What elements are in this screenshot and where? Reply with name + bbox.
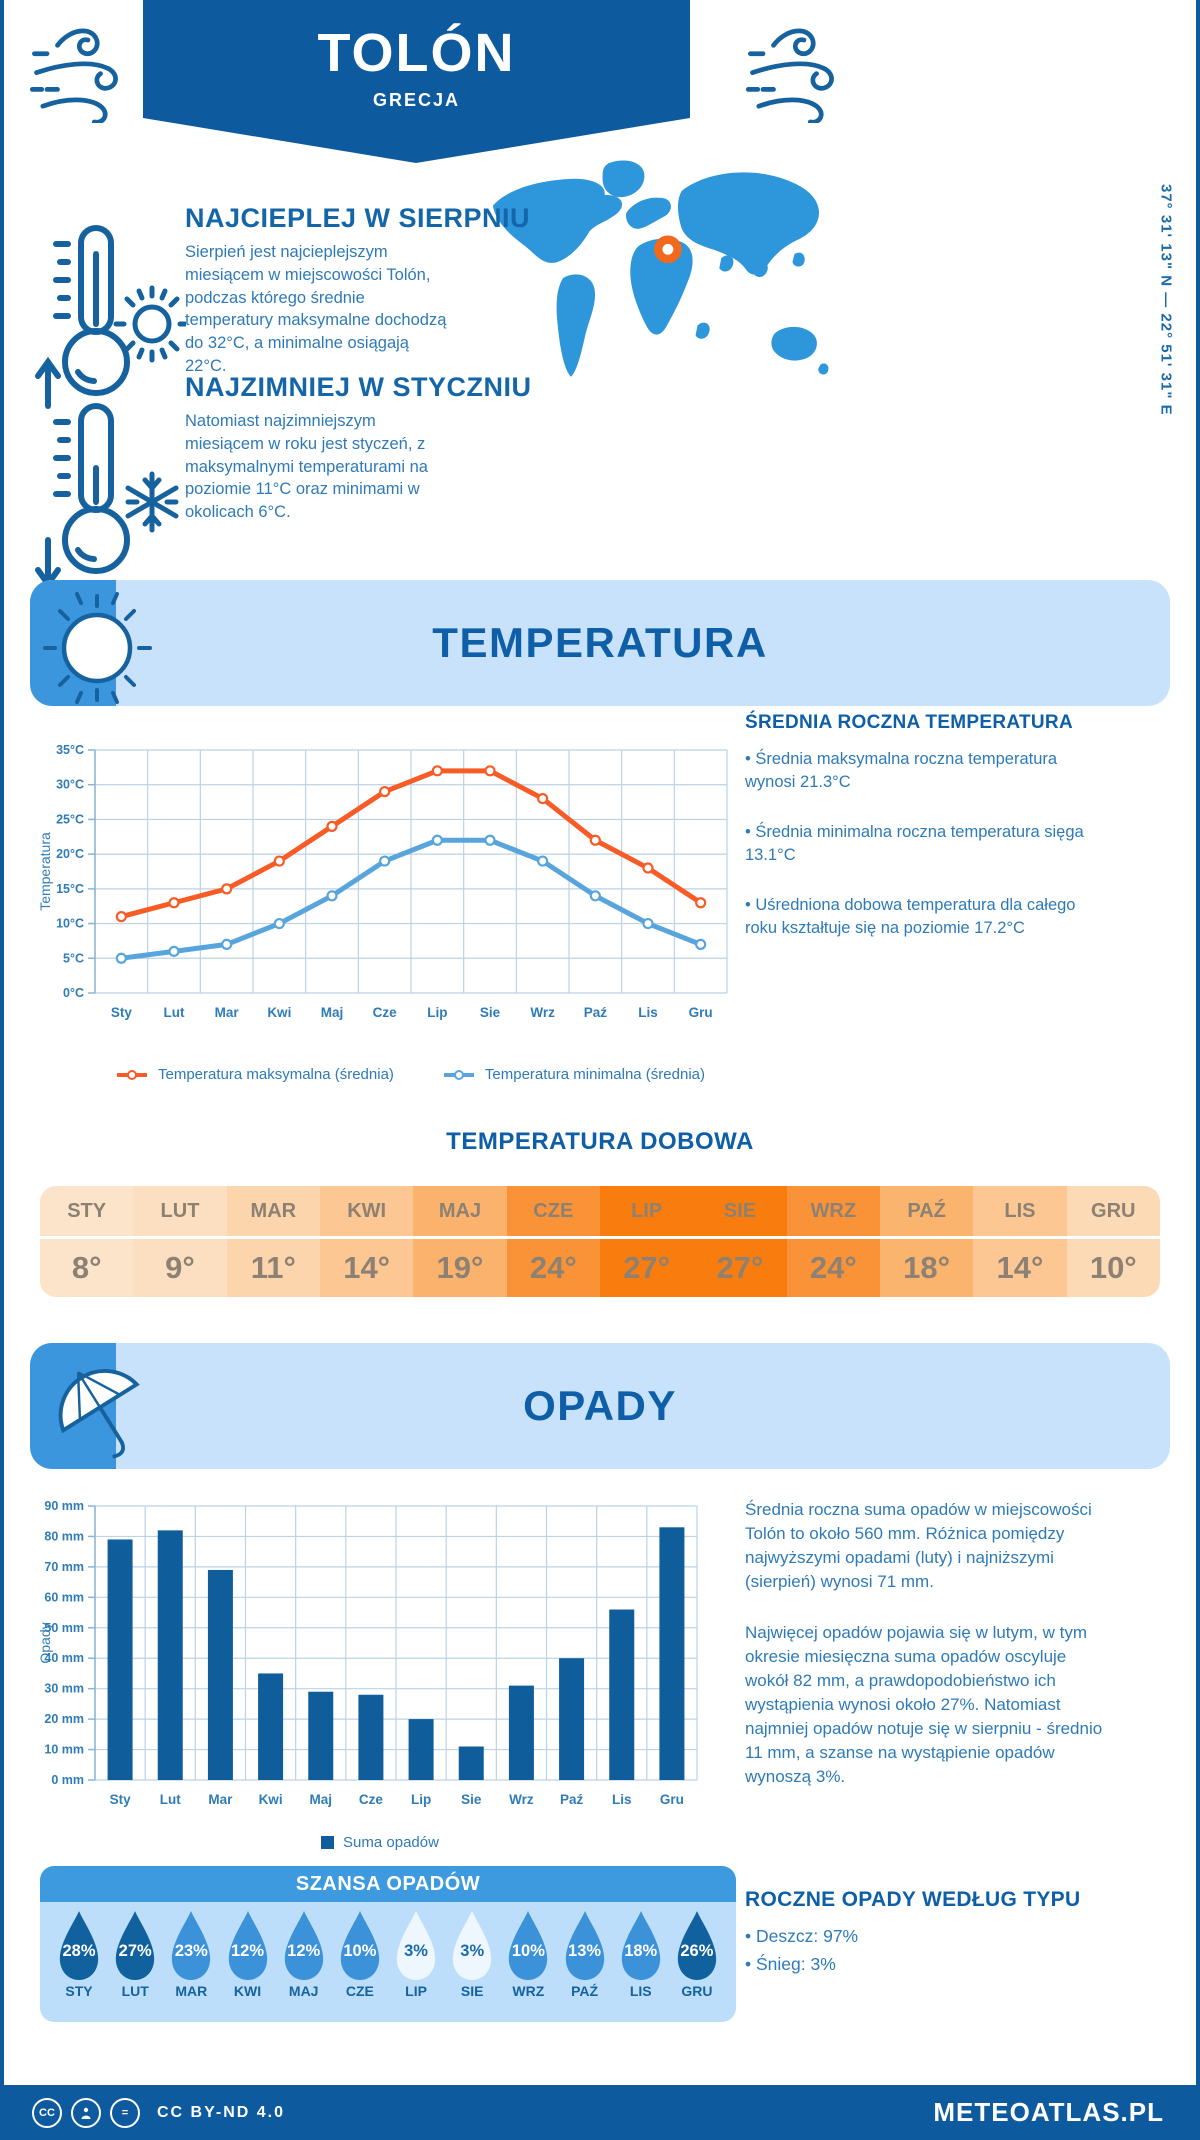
- precipitation-paragraph: Średnia roczna suma opadów w miejscowości Tolón to około 560 mm. Różnica pomiędzy najwyższymi opadami (luty) i najniższymi (sierpień) wynosi 71 mm.: [745, 1500, 1092, 1592]
- chance-value: 23%: [174, 1942, 208, 1960]
- month-header: LIS: [973, 1186, 1066, 1239]
- chance-droplet-MAJ: [277, 1902, 331, 2022]
- precipitation-type-bullet: • Śnieg: 3%: [745, 1954, 836, 1974]
- daily-temperature-value: 14°: [996, 1250, 1044, 1285]
- month-header: LIP: [600, 1186, 693, 1239]
- month-header: MAJ: [413, 1186, 506, 1239]
- month-header: SIE: [693, 1186, 786, 1239]
- thermometer-low-icon: [34, 398, 186, 594]
- chance-value: 3%: [404, 1942, 428, 1960]
- chance-month-label: LIP: [405, 1983, 427, 1999]
- svg-text:Sty: Sty: [110, 1005, 132, 1020]
- thermometer-high-icon: [34, 220, 186, 416]
- svg-text:Wrz: Wrz: [530, 1005, 555, 1020]
- temperature-banner: [30, 580, 1170, 706]
- svg-text:Gru: Gru: [659, 1792, 684, 1807]
- bar-Lis: [609, 1610, 634, 1780]
- precipitation-banner-title: OPADY: [523, 1382, 677, 1429]
- svg-text:Lis: Lis: [611, 1792, 632, 1807]
- svg-text:Gru: Gru: [688, 1005, 713, 1020]
- warmest-text: Sierpień jest najcieplejszym miesiącem w miejscowości Tolón, podczas którego średnie temperatury maksymalne dochodzą do 32°C, a minimalne osiągają 22°C.: [185, 243, 447, 375]
- svg-text:15°C: 15°C: [56, 881, 84, 896]
- month-column-LUT: [133, 1186, 226, 1297]
- daily-temperature-value: 24°: [809, 1250, 857, 1285]
- daily-temperature-title: TEMPERATURA DOBOWA: [446, 1128, 754, 1155]
- daily-temperature-table: [40, 1186, 1160, 1297]
- chance-value: 10%: [343, 1942, 377, 1960]
- svg-text:Lip: Lip: [410, 1792, 432, 1807]
- month-column-STY: [40, 1186, 133, 1297]
- svg-text:0°C: 0°C: [63, 986, 84, 1000]
- chance-droplet-MAR: [164, 1902, 218, 2022]
- chance-month-label: CZE: [345, 1983, 374, 1999]
- gridlines: [88, 750, 727, 993]
- chance-month-label: GRU: [681, 1983, 713, 1999]
- daily-temperature-value: 14°: [343, 1250, 391, 1285]
- chance-droplet-STY: [52, 1902, 106, 2022]
- bar-Lip: [409, 1719, 434, 1780]
- chance-droplet-SIE: [445, 1902, 499, 2022]
- chance-month-label: SIE: [460, 1983, 484, 1999]
- license-block: [32, 2098, 285, 2128]
- precipitation-chance-title: SZANSA OPADÓW: [40, 1866, 736, 1902]
- chance-value: 18%: [624, 1942, 658, 1960]
- chance-month-label: LIS: [629, 1983, 652, 1999]
- precipitation-banner: [30, 1343, 1170, 1469]
- chance-month-label: KWI: [233, 1983, 262, 1999]
- month-column-KWI: [320, 1186, 413, 1297]
- chance-droplet-PAŹ: [558, 1902, 612, 2022]
- chance-month-label: STY: [65, 1983, 93, 1999]
- svg-text:60 mm: 60 mm: [44, 1590, 84, 1605]
- precipitation-type-bullets: [745, 1922, 1109, 1978]
- site-name: METEOATLAS.PL: [933, 2097, 1164, 2127]
- bar-Sty: [108, 1539, 133, 1780]
- attribution-icon: [71, 2098, 101, 2128]
- chance-droplet-WRZ: [501, 1902, 555, 2022]
- page-title: TOLÓN: [317, 23, 516, 83]
- svg-text:Wrz: Wrz: [509, 1792, 534, 1807]
- svg-text:20 mm: 20 mm: [44, 1712, 84, 1727]
- svg-text:Kwi: Kwi: [258, 1792, 283, 1807]
- svg-text:0 mm: 0 mm: [51, 1773, 84, 1787]
- chance-month-label: MAJ: [288, 1983, 319, 1999]
- svg-text:Maj: Maj: [309, 1792, 333, 1807]
- svg-text:Maj: Maj: [320, 1005, 344, 1020]
- svg-text:Cze: Cze: [372, 1005, 397, 1020]
- svg-text:Temperatura: Temperatura: [37, 832, 53, 911]
- svg-text:35°C: 35°C: [56, 743, 84, 757]
- daily-temperature-value: 27°: [716, 1250, 764, 1285]
- month-column-SIE: [693, 1186, 786, 1297]
- world-map: [478, 150, 834, 400]
- chance-value: 12%: [287, 1942, 321, 1960]
- temperature-bullet: • Uśredniona dobowa temperatura dla całego roku kształtuje się na poziomie 17.2°C: [745, 895, 1076, 938]
- chance-value: 27%: [118, 1942, 152, 1960]
- svg-text:Mar: Mar: [208, 1792, 233, 1807]
- bar-Paź: [559, 1658, 584, 1780]
- precipitation-chance-box: [40, 1866, 736, 2022]
- temperature-banner-title: TEMPERATURA: [432, 619, 768, 666]
- daily-temperature-value: 8°: [71, 1250, 102, 1285]
- coldest-text: Natomiast najzimniejszym miesiącem w roku jest styczeń, z maksymalnymi temperaturami na poziomie 11°C oraz minimami w okolicach 6°C.: [185, 412, 428, 522]
- temperature-chart-legend: [40, 1066, 780, 1083]
- left-edge-rule: [0, 0, 4, 2140]
- month-header: STY: [40, 1186, 133, 1239]
- month-column-GRU: [1067, 1186, 1160, 1297]
- chance-month-label: MAR: [175, 1983, 208, 1999]
- legend-label: Temperatura maksymalna (średnia): [157, 1066, 394, 1083]
- svg-text:Paź: Paź: [583, 1005, 607, 1020]
- svg-text:Opady: Opady: [37, 1622, 53, 1664]
- legend-marker: [115, 1069, 149, 1081]
- bar-Gru: [659, 1527, 684, 1780]
- month-header: MAR: [227, 1186, 320, 1239]
- chance-droplet-LUT: [108, 1902, 162, 2022]
- svg-text:Sie: Sie: [479, 1005, 501, 1020]
- temperature-summary-bullets: [745, 748, 1109, 967]
- daily-temperature-value: 18°: [903, 1250, 951, 1285]
- temperature-bullet: • Średnia maksymalna roczna temperatura wynosi 21.3°C: [745, 750, 1058, 792]
- chance-value: 12%: [231, 1942, 265, 1960]
- precipitation-type-title: ROCZNE OPADY WEDŁUG TYPU: [745, 1888, 1081, 1911]
- svg-text:80 mm: 80 mm: [44, 1529, 84, 1544]
- license-label: CC BY-ND 4.0: [157, 2103, 286, 2121]
- daily-temperature-value: 19°: [436, 1250, 484, 1285]
- sun-icon: [116, 288, 185, 360]
- svg-text:30 mm: 30 mm: [44, 1681, 84, 1696]
- no-derivatives-icon: =: [110, 2098, 140, 2128]
- chance-value: 3%: [460, 1942, 485, 1960]
- svg-text:Lut: Lut: [159, 1792, 181, 1807]
- month-column-MAR: [227, 1186, 320, 1297]
- daily-temperature-value: 11°: [250, 1250, 296, 1285]
- svg-text:40 mm: 40 mm: [44, 1651, 84, 1666]
- month-column-CZE: [507, 1186, 600, 1297]
- precipitation-paragraph: Najwięcej opadów pojawia się w lutym, w tym okresie miesięczna suma opadów oscyluje wokół 82 mm, a prawdopodobieństwo ich wystąpienia wynosi około 27%. Natomiast najmniej opadów notuje się w sierpniu - średnio 11 mm, a szanse na wystąpienie opadów wynoszą 3%.: [745, 1622, 1103, 1787]
- precipitation-bar-chart: [35, 1488, 725, 1823]
- svg-text:Mar: Mar: [214, 1005, 239, 1020]
- month-column-MAJ: [413, 1186, 506, 1297]
- bar-Mar: [208, 1570, 233, 1780]
- legend-item: [115, 1066, 394, 1083]
- daily-temperature-value: 27°: [623, 1250, 671, 1285]
- svg-text:90 mm: 90 mm: [44, 1499, 84, 1513]
- month-column-LIS: [973, 1186, 1066, 1297]
- chance-value: 26%: [680, 1942, 714, 1960]
- svg-text:30°C: 30°C: [56, 777, 84, 792]
- svg-text:Cze: Cze: [358, 1792, 383, 1807]
- umbrella-icon: [42, 1350, 160, 1468]
- svg-text:50 mm: 50 mm: [44, 1620, 84, 1635]
- temperature-bullet: • Średnia minimalna roczna temperatura sięga 13.1°C: [745, 822, 1084, 865]
- wind-icon: [26, 18, 131, 123]
- chance-month-label: PAŹ: [571, 1983, 599, 1999]
- month-header: GRU: [1067, 1186, 1160, 1239]
- country-label: GRECJA: [372, 90, 460, 110]
- bar-Kwi: [258, 1673, 283, 1780]
- wind-icon: [742, 18, 847, 123]
- month-header: KWI: [320, 1186, 413, 1239]
- svg-text:25°C: 25°C: [56, 812, 84, 827]
- bar-Maj: [308, 1692, 333, 1780]
- chance-month-label: LUT: [121, 1983, 149, 1999]
- svg-text:Paź: Paź: [559, 1792, 584, 1807]
- precipitation-paragraphs: [745, 1498, 1109, 1815]
- legend-marker: [321, 1836, 334, 1849]
- chance-droplet-CZE: [333, 1902, 387, 2022]
- daily-temperature-value: 24°: [529, 1250, 577, 1285]
- precipitation-chance-droplets: [40, 1902, 736, 2022]
- legend-label: Temperatura minimalna (średnia): [484, 1066, 705, 1083]
- month-column-PAŹ: [880, 1186, 973, 1297]
- svg-text:Lut: Lut: [163, 1005, 185, 1020]
- warmest-title: NAJCIEPLEJ W SIERPNIU: [185, 203, 531, 233]
- month-header: LUT: [133, 1186, 226, 1239]
- svg-text:5°C: 5°C: [63, 951, 84, 966]
- snowflake-icon: [128, 474, 176, 530]
- svg-text:Lip: Lip: [427, 1005, 448, 1020]
- bar-Wrz: [509, 1686, 534, 1780]
- temperature-line-chart: [35, 735, 780, 1065]
- precipitation-type-bullet: • Deszcz: 97%: [745, 1926, 859, 1946]
- month-header: WRZ: [787, 1186, 880, 1239]
- svg-text:70 mm: 70 mm: [44, 1559, 84, 1574]
- legend-label: Suma opadów: [343, 1834, 439, 1851]
- location-marker: [654, 235, 682, 263]
- svg-text:Sie: Sie: [461, 1792, 482, 1807]
- chance-month-label: WRZ: [512, 1983, 545, 1999]
- svg-text:10°C: 10°C: [56, 916, 84, 931]
- svg-text:Lis: Lis: [638, 1005, 658, 1020]
- chance-value: 10%: [511, 1942, 545, 1960]
- coordinates-label: 37° 31' 13" N — 22° 51' 31" E: [1157, 184, 1175, 416]
- chance-droplet-GRU: [670, 1902, 724, 2022]
- daily-temperature-value: 9°: [165, 1250, 195, 1285]
- sun-icon: [40, 588, 158, 706]
- bar-Sie: [459, 1747, 484, 1780]
- footer: [0, 2085, 1200, 2140]
- svg-text:Kwi: Kwi: [267, 1005, 292, 1020]
- month-header: CZE: [507, 1186, 600, 1239]
- bar-Cze: [358, 1695, 383, 1780]
- temperature-summary-title: ŚREDNIA ROCZNA TEMPERATURA: [745, 712, 1073, 733]
- precipitation-chart-legend: [40, 1834, 720, 1851]
- cc-icon: CC: [32, 2098, 62, 2128]
- chance-droplet-KWI: [221, 1902, 275, 2022]
- svg-text:20°C: 20°C: [56, 847, 84, 862]
- svg-text:10 mm: 10 mm: [44, 1742, 84, 1757]
- month-column-WRZ: [787, 1186, 880, 1297]
- right-edge-rule: [1196, 0, 1200, 2140]
- legend-item: [321, 1834, 439, 1851]
- legend-marker: [442, 1069, 476, 1081]
- chance-droplet-LIP: [389, 1902, 443, 2022]
- chance-value: 13%: [568, 1942, 602, 1960]
- bar-Lut: [158, 1530, 183, 1780]
- chance-droplet-LIS: [614, 1902, 668, 2022]
- coldest-title: NAJZIMNIEJ W STYCZNIU: [185, 372, 532, 402]
- month-column-LIP: [600, 1186, 693, 1297]
- chance-value: 28%: [62, 1942, 96, 1960]
- legend-item: [442, 1066, 705, 1083]
- svg-text:Sty: Sty: [109, 1792, 131, 1807]
- month-header: PAŹ: [880, 1186, 973, 1239]
- daily-temperature-value: 10°: [1089, 1250, 1137, 1285]
